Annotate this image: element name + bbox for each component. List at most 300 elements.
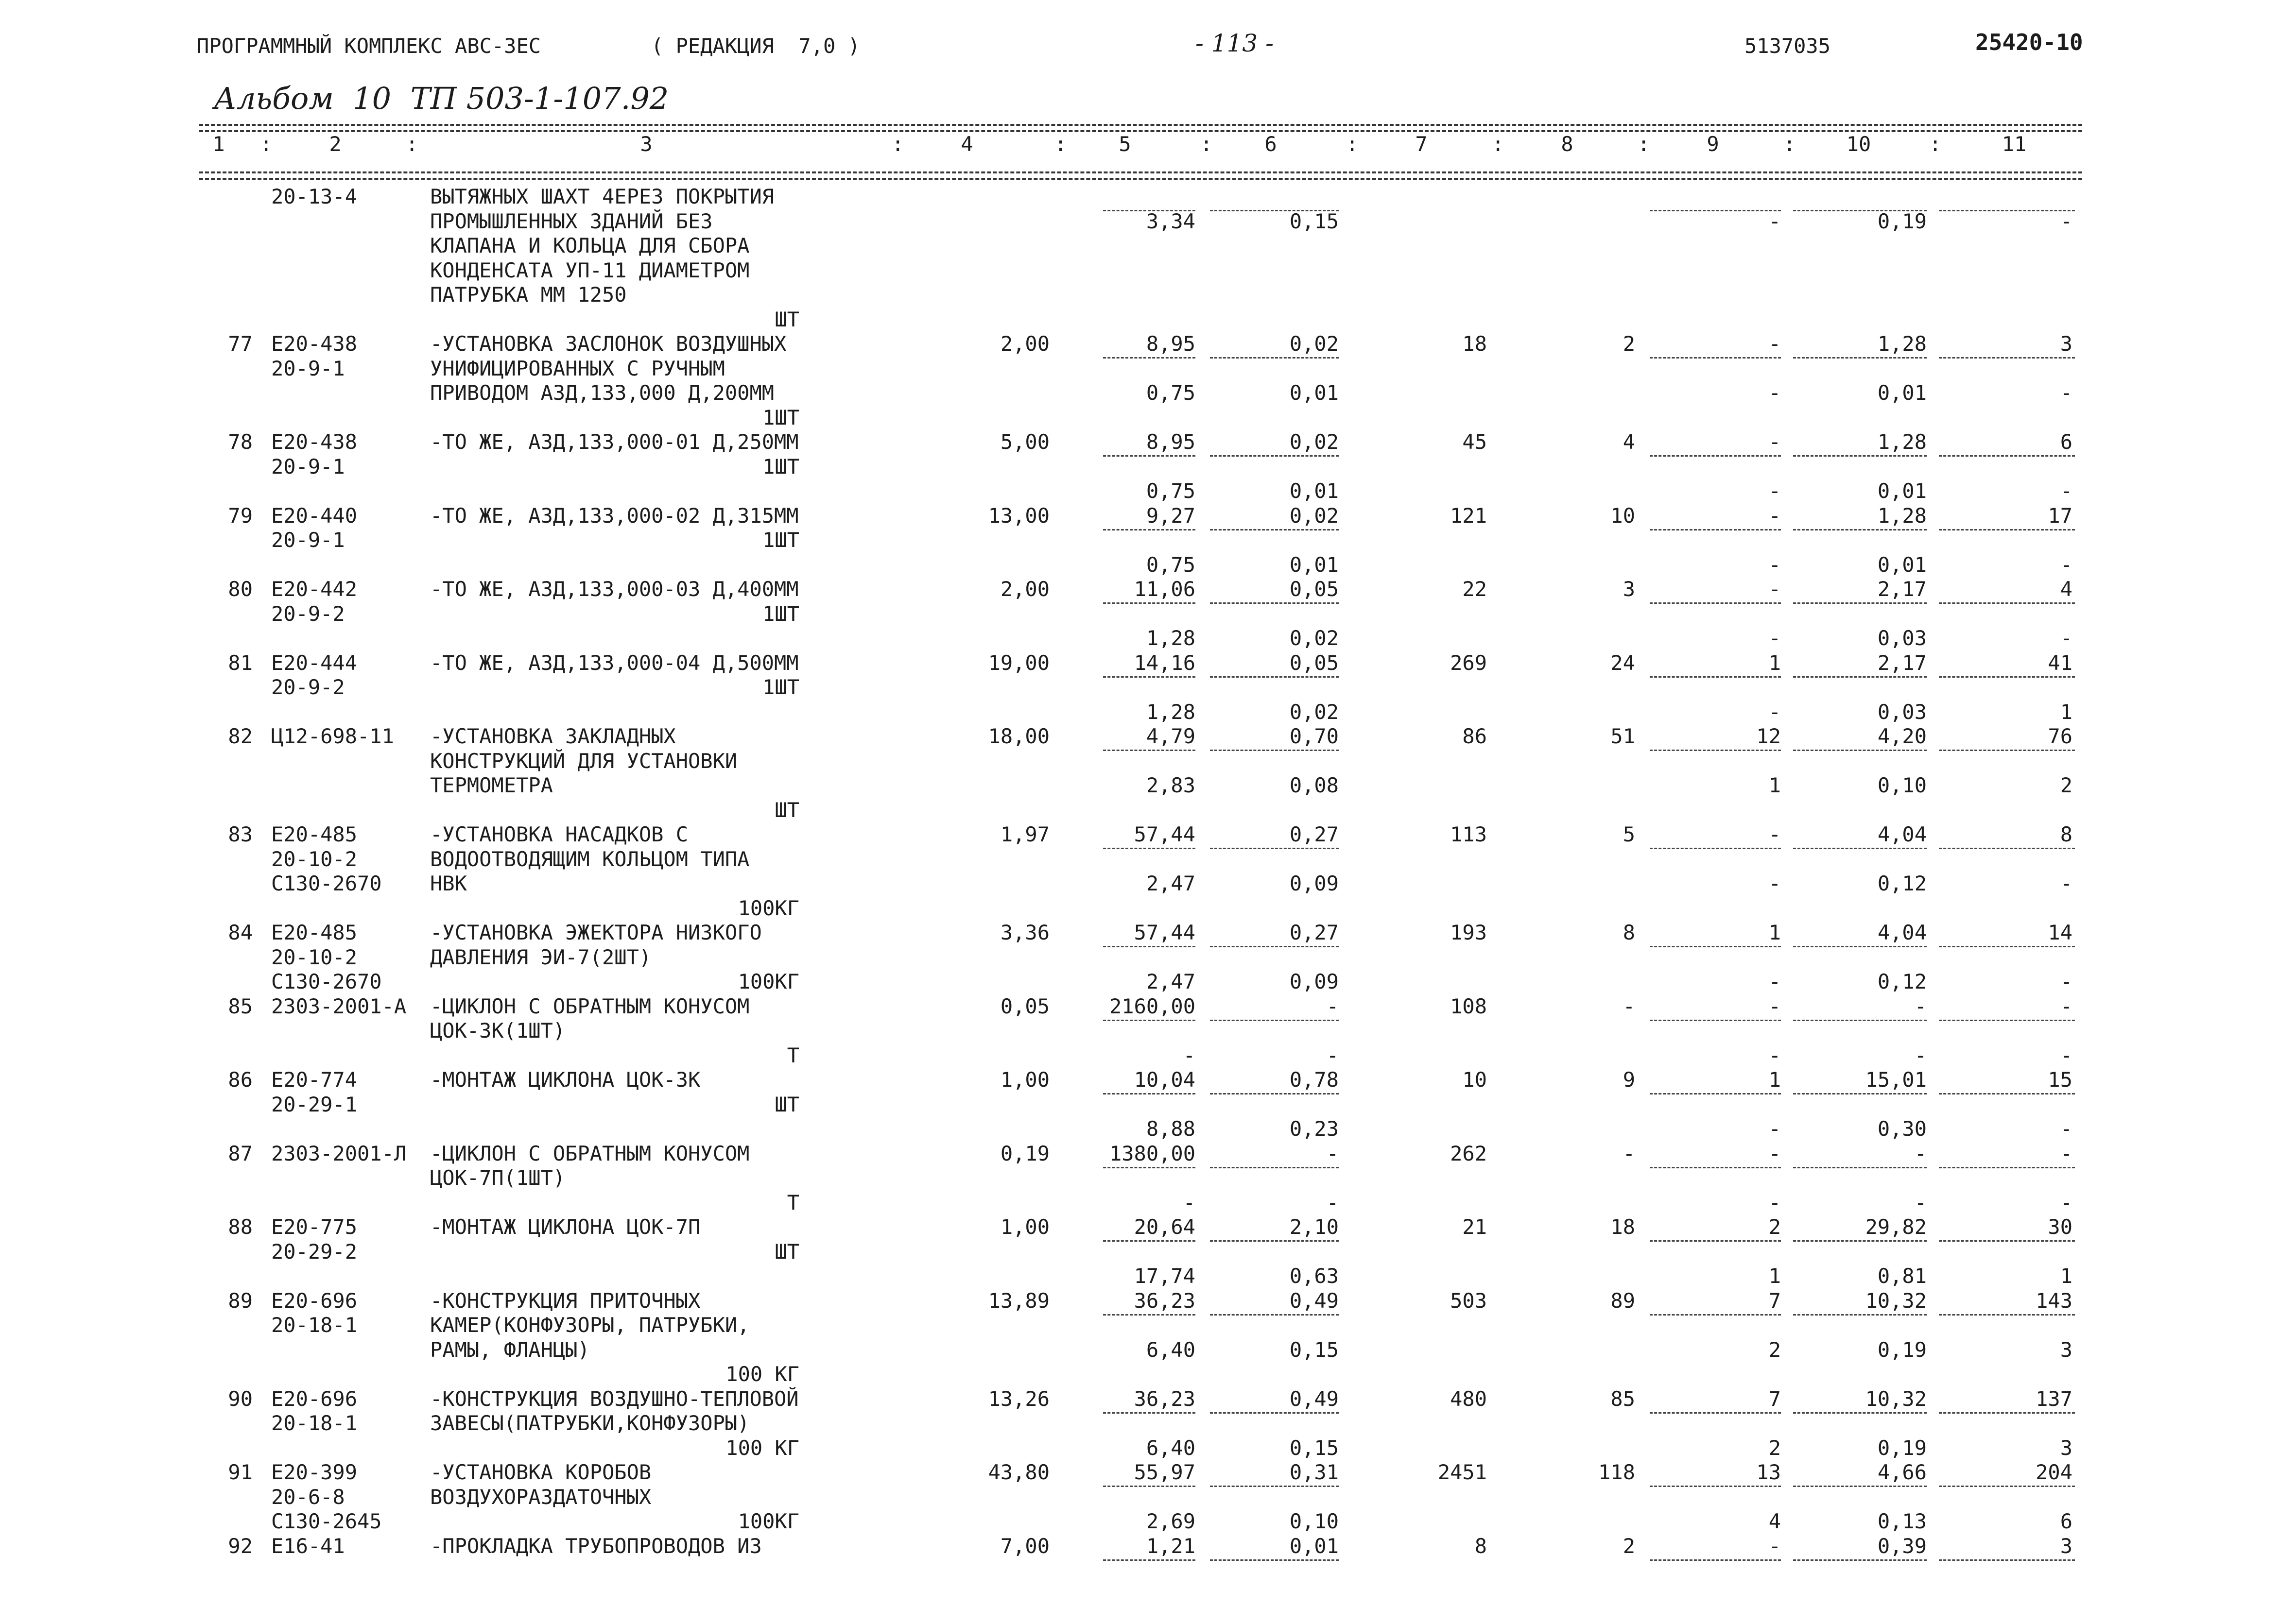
cell-col3: РАМЫ, ФЛАНЦЫ): [430, 1337, 590, 1362]
cell-col2: Ц12-698-11: [271, 724, 394, 748]
cell-col6: -: [1326, 994, 1339, 1018]
cell-col10: 0,39: [1877, 1534, 1927, 1558]
cell-col2: 20-29-1: [271, 1092, 358, 1116]
cell-col3: ЦОК-3К(1ШТ): [430, 1019, 566, 1043]
cell-col7: 86: [1462, 724, 1487, 748]
fraction-rule: [1103, 529, 1195, 530]
fraction-rule: [1210, 848, 1339, 849]
cell-col1: 89: [228, 1288, 253, 1313]
column-separator: :: [1638, 132, 1650, 156]
cell-col3: ПАТРУБКА ММ 1250: [430, 283, 627, 307]
cell-col9: -: [1768, 381, 1781, 405]
cell-col8: 10: [1610, 503, 1635, 528]
cell-col9: -: [1768, 994, 1781, 1018]
fraction-rule: [1939, 210, 2075, 211]
cell-col10: 29,82: [1865, 1215, 1927, 1239]
cell-col10: -: [1914, 1190, 1927, 1214]
cell-col11: 3: [2060, 1534, 2072, 1558]
fraction-rule: [1650, 946, 1781, 947]
cell-col3: -ТО ЖЕ, АЗД,133,000-01 Д,250ММ: [430, 430, 799, 454]
cell-col2: Е20-775: [271, 1215, 358, 1239]
cell-col2: 20-6-8: [271, 1485, 345, 1509]
cell-col9: -: [1768, 700, 1781, 724]
cell-col8: 5: [1623, 822, 1635, 846]
cell-col7: 262: [1450, 1141, 1487, 1165]
cell-col6: -: [1326, 1190, 1339, 1214]
cell-col5: 8,95: [1146, 332, 1195, 356]
cell-col6: 0,31: [1289, 1460, 1339, 1484]
cell-col9: 1: [1768, 773, 1781, 797]
cell-col5: 2160,00: [1109, 994, 1195, 1018]
cell-unit: ШТ: [775, 307, 799, 331]
cell-col9: 13: [1756, 1460, 1781, 1484]
column-header-2: 2: [329, 132, 342, 156]
cell-col4: 13,89: [988, 1288, 1050, 1313]
cell-col10: 2,17: [1877, 577, 1927, 601]
table-header-rule-2: [199, 178, 2082, 180]
cell-col9: -: [1768, 209, 1781, 233]
cell-col5: 55,97: [1134, 1460, 1195, 1484]
table-header-rule: [199, 171, 2082, 173]
cell-col5: 36,23: [1134, 1288, 1195, 1313]
fraction-rule: [1210, 1412, 1339, 1414]
cell-col9: -: [1768, 479, 1781, 503]
cell-col5: 2,47: [1146, 970, 1195, 993]
cell-col6: 0,49: [1289, 1386, 1339, 1411]
column-separator: :: [1929, 132, 1942, 156]
column-header-4: 4: [961, 132, 973, 156]
cell-col6: 0,49: [1289, 1288, 1339, 1313]
cell-col2: Е20-774: [271, 1068, 358, 1092]
cell-col4: 0,19: [1000, 1141, 1050, 1165]
cell-col11: 137: [2036, 1386, 2072, 1411]
cell-col8: 9: [1623, 1068, 1635, 1092]
cell-col2: Е20-399: [271, 1460, 358, 1484]
cell-col6: 0,09: [1289, 970, 1339, 993]
cell-col5: 17,74: [1134, 1264, 1195, 1288]
cell-col3: -ПРОКЛАДКА ТРУБОПРОВОДОВ ИЗ: [430, 1534, 762, 1558]
cell-col6: 0,10: [1289, 1509, 1339, 1533]
cell-col8: 89: [1610, 1288, 1635, 1313]
cell-col9: -: [1768, 577, 1781, 601]
cell-col10: 4,04: [1877, 921, 1927, 944]
cell-col2: С130-2670: [271, 970, 382, 993]
cell-col4: 7,00: [1000, 1534, 1050, 1558]
fraction-rule: [1103, 1020, 1195, 1021]
cell-col4: 3,36: [1000, 921, 1050, 944]
cell-col11: -: [2060, 1190, 2072, 1214]
cell-col11: 6: [2060, 1509, 2072, 1533]
cell-col9: 1: [1768, 1068, 1781, 1092]
cell-col11: -: [2060, 1043, 2072, 1067]
fraction-rule: [1103, 1486, 1195, 1487]
column-header-9: 9: [1707, 132, 1719, 156]
cell-col11: 2: [2060, 773, 2072, 797]
cell-col3: -КОНСТРУКЦИЯ ВОЗДУШНО-ТЕПЛОВОЙ: [430, 1386, 799, 1411]
cell-col1: 88: [228, 1215, 253, 1239]
cell-col6: 0,70: [1289, 724, 1339, 748]
fraction-rule: [1103, 1314, 1195, 1316]
cell-col7: 193: [1450, 921, 1487, 944]
cell-col3: КОНДЕНСАТА УП-11 ДИАМЕТРОМ: [430, 258, 750, 282]
column-header-8: 8: [1561, 132, 1573, 156]
fraction-rule: [1103, 455, 1195, 457]
cell-col10: -: [1914, 994, 1927, 1018]
cell-col10: 0,03: [1877, 626, 1927, 650]
cell-col5: 3,34: [1146, 209, 1195, 233]
fraction-rule: [1939, 750, 2075, 751]
cell-col3: -УСТАНОВКА КОРОБОВ: [430, 1460, 652, 1484]
table-top-rule: [199, 124, 2082, 126]
column-separator: :: [1492, 132, 1504, 156]
fraction-rule: [1793, 676, 1927, 678]
cell-col10: 0,01: [1877, 381, 1927, 405]
cell-col11: 3: [2060, 1436, 2072, 1460]
cell-unit: ШТ: [775, 1092, 799, 1116]
cell-col2: Е20-442: [271, 577, 358, 601]
cell-col10: 0,19: [1877, 1337, 1927, 1362]
fraction-rule: [1210, 529, 1339, 530]
cell-col3: НВК: [430, 872, 467, 895]
cell-col10: 0,10: [1877, 773, 1927, 797]
cell-col10: 0,03: [1877, 700, 1927, 724]
fraction-rule: [1939, 1167, 2075, 1168]
cell-col7: 503: [1450, 1288, 1487, 1313]
fraction-rule: [1210, 1167, 1339, 1168]
column-separator: :: [1054, 132, 1067, 156]
cell-col9: 2: [1768, 1436, 1781, 1460]
cell-col6: 0,01: [1289, 552, 1339, 577]
cell-col7: 22: [1462, 577, 1487, 601]
cell-col7: 113: [1450, 822, 1487, 846]
cell-col3: -УСТАНОВКА ЗАКЛАДНЫХ: [430, 724, 676, 748]
cell-col10: 1,28: [1877, 430, 1927, 454]
cell-col10: 4,66: [1877, 1460, 1927, 1484]
fraction-rule: [1939, 1486, 2075, 1487]
cell-col9: -: [1768, 970, 1781, 993]
fraction-rule: [1650, 1240, 1781, 1242]
cell-col7: 108: [1450, 994, 1487, 1018]
cell-col6: 0,27: [1289, 921, 1339, 944]
cell-col6: 0,05: [1289, 577, 1339, 601]
fraction-rule: [1793, 750, 1927, 751]
fraction-rule: [1103, 1093, 1195, 1094]
cell-unit: 1ШТ: [762, 601, 799, 626]
cell-col6: 0,02: [1289, 332, 1339, 356]
cell-col2: Е20-444: [271, 650, 358, 675]
fraction-rule: [1650, 1486, 1781, 1487]
cell-col1: 82: [228, 724, 253, 748]
cell-col5: 4,79: [1146, 724, 1195, 748]
cell-col5: 20,64: [1134, 1215, 1195, 1239]
fraction-rule: [1939, 1240, 2075, 1242]
cell-col1: 86: [228, 1068, 253, 1092]
fraction-rule: [1210, 946, 1339, 947]
cell-col7: 2451: [1437, 1460, 1487, 1484]
cell-col8: 85: [1610, 1386, 1635, 1411]
column-separator: :: [1783, 132, 1796, 156]
cell-col1: 77: [228, 332, 253, 356]
cell-col11: 3: [2060, 1337, 2072, 1362]
cell-col1: 91: [228, 1460, 253, 1484]
cell-col7: 45: [1462, 430, 1487, 454]
cell-col11: 1: [2060, 1264, 2072, 1288]
cell-unit: 100КГ: [738, 1509, 799, 1533]
cell-unit: Т: [787, 1190, 799, 1214]
cell-col5: 8,95: [1146, 430, 1195, 454]
cell-col1: 92: [228, 1534, 253, 1558]
cell-col5: 1,28: [1146, 700, 1195, 724]
cell-col10: 0,12: [1877, 970, 1927, 993]
cell-col8: -: [1623, 1141, 1635, 1165]
fraction-rule: [1650, 676, 1781, 678]
cell-col10: 0,19: [1877, 209, 1927, 233]
fraction-rule: [1210, 676, 1339, 678]
fraction-rule: [1103, 357, 1195, 359]
fraction-rule: [1793, 1486, 1927, 1487]
document-code: 5137035: [1744, 34, 1831, 58]
cell-unit: 100КГ: [738, 970, 799, 993]
fraction-rule: [1793, 1240, 1927, 1242]
cell-col5: 2,47: [1146, 872, 1195, 895]
cell-unit: 100 КГ: [725, 1362, 799, 1386]
cell-col3: -УСТАНОВКА ЭЖЕКТОРА НИЗКОГО: [430, 921, 762, 944]
cell-col10: 0,19: [1877, 1436, 1927, 1460]
fraction-rule: [1793, 1314, 1927, 1316]
fraction-rule: [1650, 357, 1781, 359]
cell-col1: 85: [228, 994, 253, 1018]
cell-col5: 2,83: [1146, 773, 1195, 797]
fraction-rule: [1210, 1093, 1339, 1094]
cell-col1: 81: [228, 650, 253, 675]
cell-col5: -: [1183, 1043, 1195, 1067]
cell-col5: 8,88: [1146, 1117, 1195, 1141]
cell-col2: 20-18-1: [271, 1411, 358, 1435]
cell-col9: -: [1768, 1141, 1781, 1165]
cell-col9: 1: [1768, 650, 1781, 675]
cell-col9: 12: [1756, 724, 1781, 748]
cell-col8: 24: [1610, 650, 1635, 675]
fraction-rule: [1939, 357, 2075, 359]
cell-col11: 17: [2048, 503, 2072, 528]
cell-col8: 118: [1598, 1460, 1635, 1484]
cell-col2: С130-2670: [271, 872, 382, 895]
cell-unit: 100КГ: [738, 896, 799, 920]
cell-col1: 87: [228, 1141, 253, 1165]
cell-col5: 0,75: [1146, 381, 1195, 405]
cell-col1: 84: [228, 921, 253, 944]
cell-col5: 1,21: [1146, 1534, 1195, 1558]
cell-col9: 4: [1768, 1509, 1781, 1533]
cell-col9: -: [1768, 552, 1781, 577]
cell-col5: 10,04: [1134, 1068, 1195, 1092]
cell-col11: 143: [2036, 1288, 2072, 1313]
edition-label: ( РЕДАКЦИЯ 7,0 ): [651, 34, 860, 58]
cell-col3: ЗАВЕСЫ(ПАТРУБКИ,КОНФУЗОРЫ): [430, 1411, 750, 1435]
fraction-rule: [1103, 750, 1195, 751]
cell-col5: 6,40: [1146, 1337, 1195, 1362]
cell-col11: 4: [2060, 577, 2072, 601]
cell-col8: 2: [1623, 332, 1635, 356]
cell-col4: 13,26: [988, 1386, 1050, 1411]
cell-col6: 0,15: [1289, 1436, 1339, 1460]
cell-col1: 83: [228, 822, 253, 846]
cell-col11: -: [2060, 994, 2072, 1018]
cell-col2: Е16-41: [271, 1534, 345, 1558]
cell-col2: 20-9-2: [271, 675, 345, 699]
fraction-rule: [1103, 676, 1195, 678]
cell-col10: 0,12: [1877, 872, 1927, 895]
cell-col3: КОНСТРУКЦИЙ ДЛЯ УСТАНОВКИ: [430, 749, 738, 773]
fraction-rule: [1793, 848, 1927, 849]
fraction-rule: [1650, 1167, 1781, 1168]
cell-col9: -: [1768, 1534, 1781, 1558]
cell-col2: Е20-438: [271, 430, 358, 454]
fraction-rule: [1103, 1167, 1195, 1168]
cell-unit: 1ШТ: [762, 528, 799, 552]
fraction-rule: [1210, 1559, 1339, 1561]
cell-col3: -ЦИКЛОН С ОБРАТНЫМ КОНУСОМ: [430, 1141, 750, 1165]
cell-col11: 8: [2060, 822, 2072, 846]
cell-unit: Т: [787, 1043, 799, 1067]
cell-col7: 18: [1462, 332, 1487, 356]
cell-col4: 5,00: [1000, 430, 1050, 454]
fraction-rule: [1793, 1020, 1927, 1021]
cell-col4: 1,97: [1000, 822, 1050, 846]
fraction-rule: [1793, 1412, 1927, 1414]
cell-col10: 0,01: [1877, 479, 1927, 503]
cell-col9: -: [1768, 503, 1781, 528]
cell-col9: -: [1768, 872, 1781, 895]
cell-col3: ПРОМЫШЛЕННЫХ ЗДАНИЙ БЕЗ: [430, 209, 713, 233]
column-header-6: 6: [1264, 132, 1277, 156]
cell-col6: 0,23: [1289, 1117, 1339, 1141]
cell-col5: 0,75: [1146, 479, 1195, 503]
cell-col1: 79: [228, 503, 253, 528]
fraction-rule: [1939, 602, 2075, 604]
fraction-rule: [1939, 529, 2075, 530]
cell-col11: 30: [2048, 1215, 2072, 1239]
fraction-rule: [1939, 455, 2075, 457]
cell-col11: -: [2060, 872, 2072, 895]
cell-col8: 18: [1610, 1215, 1635, 1239]
fraction-rule: [1650, 1559, 1781, 1561]
fraction-rule: [1103, 1240, 1195, 1242]
column-separator: :: [892, 132, 904, 156]
column-header-3: 3: [640, 132, 653, 156]
cell-col9: 1: [1768, 921, 1781, 944]
cell-col3: ВОЗДУХОРАЗДАТОЧНЫХ: [430, 1485, 652, 1509]
fraction-rule: [1650, 848, 1781, 849]
cell-col9: -: [1768, 1117, 1781, 1141]
cell-col2: Е20-438: [271, 332, 358, 356]
cell-col3: -МОНТАЖ ЦИКЛОНА ЦОК-7П: [430, 1215, 701, 1239]
cell-col9: 2: [1768, 1215, 1781, 1239]
cell-col10: 2,17: [1877, 650, 1927, 675]
cell-col11: 6: [2060, 430, 2072, 454]
cell-col6: 2,10: [1289, 1215, 1339, 1239]
cell-unit: 1ШТ: [762, 405, 799, 429]
cell-col10: 10,32: [1865, 1386, 1927, 1411]
cell-col10: 0,13: [1877, 1509, 1927, 1533]
column-separator: :: [260, 132, 273, 156]
cell-col4: 13,00: [988, 503, 1050, 528]
cell-unit: 1ШТ: [762, 675, 799, 699]
cell-col11: 41: [2048, 650, 2072, 675]
fraction-rule: [1103, 848, 1195, 849]
cell-col4: 1,00: [1000, 1068, 1050, 1092]
cell-unit: 100 КГ: [725, 1436, 799, 1460]
cell-col7: 121: [1450, 503, 1487, 528]
fraction-rule: [1650, 1093, 1781, 1094]
cell-col2: Е20-440: [271, 503, 358, 528]
cell-col3: -КОНСТРУКЦИЯ ПРИТОЧНЫХ: [430, 1288, 701, 1313]
cell-col1: 78: [228, 430, 253, 454]
cell-col11: 15: [2048, 1068, 2072, 1092]
fraction-rule: [1793, 455, 1927, 457]
cell-col5: 57,44: [1134, 921, 1195, 944]
cell-col1: 90: [228, 1386, 253, 1411]
cell-col4: 0,05: [1000, 994, 1050, 1018]
cell-col2: Е20-485: [271, 822, 358, 846]
cell-col6: 0,02: [1289, 700, 1339, 724]
column-separator: :: [406, 132, 418, 156]
fraction-rule: [1650, 602, 1781, 604]
fraction-rule: [1103, 1412, 1195, 1414]
cell-col11: -: [2060, 1117, 2072, 1141]
cell-col10: -: [1914, 1141, 1927, 1165]
cell-col9: -: [1768, 332, 1781, 356]
fraction-rule: [1210, 1486, 1339, 1487]
cell-col11: -: [2060, 552, 2072, 577]
cell-col5: 9,27: [1146, 503, 1195, 528]
cell-col1: 80: [228, 577, 253, 601]
cell-col2: 20-18-1: [271, 1313, 358, 1337]
cell-col11: 204: [2036, 1460, 2072, 1484]
fraction-rule: [1210, 455, 1339, 457]
cell-col5: 6,40: [1146, 1436, 1195, 1460]
cell-col5: 11,06: [1134, 577, 1195, 601]
cell-col6: 0,78: [1289, 1068, 1339, 1092]
cell-col10: 1,28: [1877, 503, 1927, 528]
cell-col6: -: [1326, 1043, 1339, 1067]
cell-col6: 0,02: [1289, 503, 1339, 528]
cell-col10: 10,32: [1865, 1288, 1927, 1313]
cell-col6: 0,01: [1289, 1534, 1339, 1558]
cell-col5: 57,44: [1134, 822, 1195, 846]
cell-col9: -: [1768, 626, 1781, 650]
fraction-rule: [1650, 750, 1781, 751]
cell-col2: 20-10-2: [271, 847, 358, 871]
fraction-rule: [1793, 357, 1927, 359]
fraction-rule: [1103, 602, 1195, 604]
program-title: ПРОГРАММНЫЙ КОМПЛЕКС АВС-ЗЕС: [197, 34, 541, 58]
cell-col2: 2303-2001-Л: [271, 1141, 407, 1165]
cell-col3: ПРИВОДОМ АЗД,133,000 Д,200ММ: [430, 381, 775, 405]
cell-col10: 4,04: [1877, 822, 1927, 846]
column-header-10: 10: [1846, 132, 1871, 156]
cell-col2: 20-13-4: [271, 185, 358, 208]
cell-col5: -: [1183, 1190, 1195, 1214]
cell-col8: 51: [1610, 724, 1635, 748]
cell-col10: -: [1914, 1043, 1927, 1067]
column-separator: :: [1200, 132, 1213, 156]
cell-col3: -УСТАНОВКА ЗАСЛОНОК ВОЗДУШНЫХ: [430, 332, 787, 356]
fraction-rule: [1650, 455, 1781, 457]
cell-col3: КАМЕР(КОНФУЗОРЫ, ПАТРУБКИ,: [430, 1313, 750, 1337]
column-header-1: 1: [212, 132, 225, 156]
cell-col3: ЦОК-7П(1ШТ): [430, 1166, 566, 1190]
